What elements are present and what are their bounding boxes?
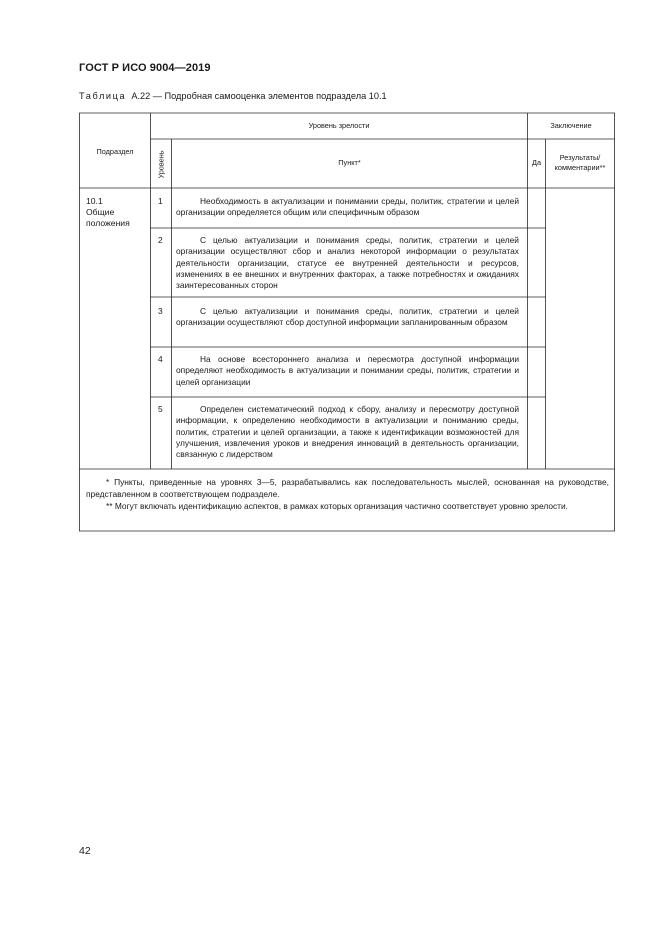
header-results-line1: Результаты/ bbox=[559, 153, 601, 162]
row-5-level: 5 bbox=[158, 404, 163, 414]
footnote-2 bbox=[86, 501, 609, 513]
row-2-level: 2 bbox=[158, 235, 163, 245]
header-results-line2: комментарии** bbox=[554, 163, 606, 172]
subsection-number: 10.1 bbox=[86, 196, 103, 206]
footnote-2-text: ** Могут включать идентификацию аспектов, в рамках которых организация частично соответствует уровню зрелости. bbox=[106, 501, 569, 511]
header-maturity-level: Уровень зрелости bbox=[308, 121, 370, 130]
header-level bbox=[151, 141, 171, 187]
row-1-level: 1 bbox=[158, 196, 163, 206]
header-subsection: Подраздел bbox=[96, 147, 134, 156]
row-4-text-content: На основе всестороннего анализа и пересмотра доступной информации определяют необходимость в актуализации и понимании среды, политик, стратегии и целей организации bbox=[176, 354, 519, 387]
standard-title: ГОСТ Р ИСО 9004—2019 bbox=[79, 62, 211, 74]
subsection-title-line1: Общие bbox=[86, 207, 115, 217]
row-3-level: 3 bbox=[158, 306, 163, 316]
header-level-text: Уровень bbox=[156, 149, 166, 179]
header-results bbox=[546, 153, 614, 173]
row-3-text-content: С целью актуализации и понимания среды, политик, стратегии и целей организации осуществляют сбор доступной информации запланированным образом bbox=[176, 306, 519, 328]
row-4-level: 4 bbox=[158, 354, 163, 364]
row-3-text bbox=[176, 306, 519, 329]
page-number: 42 bbox=[79, 845, 91, 857]
row-1-text-content: Необходимость в актуализации и понимании среды, политик, стратегии и целей организации определяется общим или специфичным образом bbox=[176, 196, 519, 218]
row-1-text bbox=[176, 196, 519, 219]
row-2-text bbox=[176, 235, 519, 291]
row-5-text-content: Определен систематический подход к сбору, анализу и пересмотру доступной информации, к определению необходимости в актуализации и пониманию среды, политик, стратегии и целей организации, а также к идентификации возможностей для улучшения, извлечения уроков и внедрения инноваций в деятельность организации, связанную с лидерством bbox=[176, 404, 519, 460]
row-2-text-content: С целью актуализации и понимания среды, политик, стратегии и целей организации осуществляют сбор и анализ некоторой информации о результатах деятельности организации, статусе ее внутренней деятельности и ресурсов, изменениях в ее внешних и внутренних факторах, а также потребностях и ожиданиях заинтересованных сторон bbox=[176, 235, 519, 291]
table-caption-label: Таблица bbox=[79, 91, 127, 101]
footnote-1 bbox=[86, 477, 609, 500]
header-yes: Да bbox=[532, 158, 541, 167]
header-conclusion: Заключение bbox=[550, 121, 592, 130]
row-4-text bbox=[176, 354, 519, 388]
footnote-1-text: * Пункты, приведенные на уровнях 3—5, разрабатывались как последовательность мыслей, основанная на руководстве, представленном в соответствующем подразделе. bbox=[86, 477, 609, 499]
subsection-cell bbox=[86, 196, 148, 229]
subsection-title-line2: положения bbox=[86, 218, 130, 228]
header-item: Пункт* bbox=[338, 158, 361, 167]
row-5-text bbox=[176, 404, 519, 460]
table-caption-text: А.22 — Подробная самооценка элементов подраздела 10.1 bbox=[131, 91, 387, 101]
